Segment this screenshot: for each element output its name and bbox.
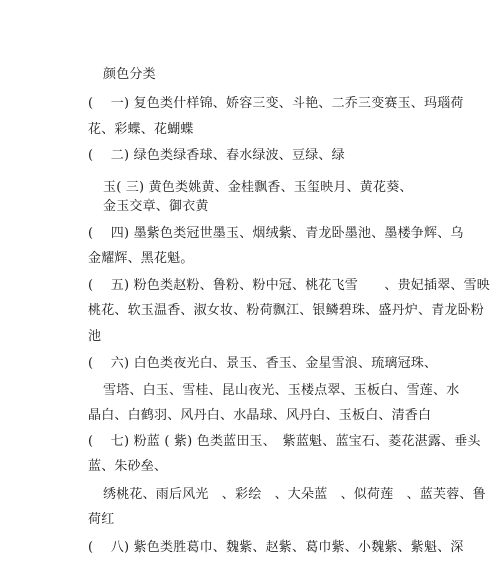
text-line: 花、彩蝶、花蝴蝶 xyxy=(88,122,194,137)
text-line: 玉( 三) 黄色类姚黄、金桂飘香、玉玺映月、黄花葵、 xyxy=(103,180,413,195)
document-title: 颜色分类 xyxy=(103,67,156,82)
text-line: 金耀辉、黑花魁。 xyxy=(88,251,194,266)
text-line: ( 六) 白色类夜光白、景玉、香玉、金星雪浪、琉璃冠珠、 xyxy=(88,356,438,371)
text-line: ( 四) 墨紫色类冠世墨玉、烟绒紫、青龙卧墨池、墨楼争辉、乌 xyxy=(88,226,464,241)
text-line: 雪塔、白玉、雪桂、昆山夜光、玉楼点翠、玉板白、雪莲、水 xyxy=(103,383,460,398)
text-line: 池 xyxy=(88,329,102,344)
text-line: 绣桃花、雨后风光 、彩绘 、大朵蓝 、似荷莲 、蓝芙蓉、鲁 xyxy=(103,487,486,502)
text-line: ( 八) 紫色类胜葛巾、魏紫、赵紫、葛巾紫、小魏紫、紫魁、深 xyxy=(88,540,464,555)
text-line: ( 二) 绿色类绿香球、春水绿波、豆绿、绿 xyxy=(88,148,345,163)
text-line: ( 一) 复色类什样锦、娇容三变、斗艳、二乔三变赛玉、玛瑙荷 xyxy=(88,96,464,111)
text-line: 桃花、软玉温香、淑女妆、粉荷飘江、银鳞碧珠、盛丹炉、青龙卧粉 xyxy=(88,303,485,318)
text-line: ( 七) 粉蓝 ( 紫) 色类蓝田玉、 紫蓝魁、蓝宝石、菱花湛露、垂头 xyxy=(88,434,481,449)
text-line: 蓝、朱砂垒、 xyxy=(88,459,168,474)
text-line: 荷红 xyxy=(88,512,115,527)
text-line: 金玉交章、御衣黄 xyxy=(103,199,209,214)
text-line: 晶白、白鹤羽、风丹白、水晶球、风丹白、玉板白、清香白 xyxy=(88,408,432,423)
text-line: ( 五) 粉色类赵粉、鲁粉、粉中冠、桃花飞雪 、贵妃插翠、雪映 xyxy=(88,278,491,293)
